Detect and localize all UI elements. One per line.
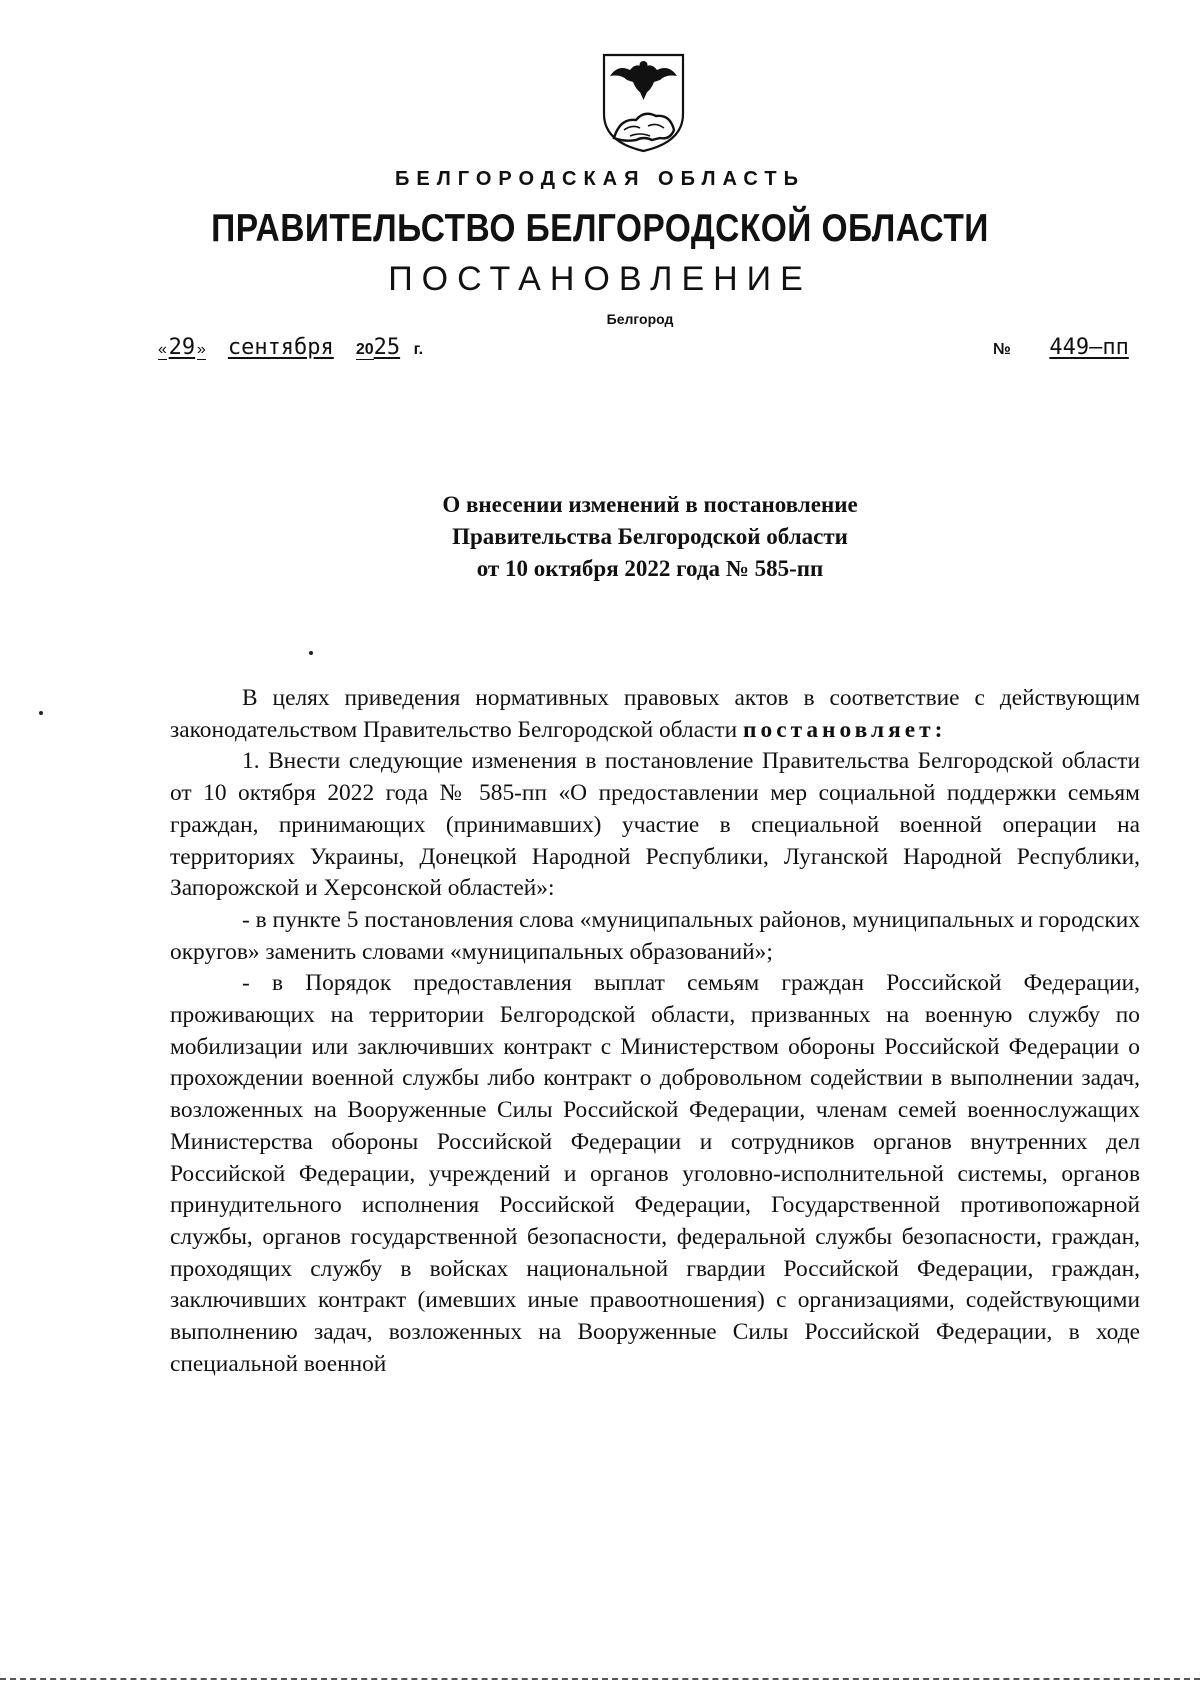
document-type: ПОСТАНОВЛЕНИЕ xyxy=(388,260,812,298)
intro-text: В целях приведения нормативных правовых актов в соответствие с действующим законодательством Правительство Белгородской области xyxy=(170,685,1140,743)
bullet-1: - в пункте 5 постановления слова «муниципальных районов, муниципальных и городских округов» заменить словами «муниципальных образований»; xyxy=(170,906,1140,965)
scan-speck xyxy=(39,711,43,715)
intro-paragraph xyxy=(170,683,1140,746)
region-name: БЕЛГОРОДСКАЯ ОБЛАСТЬ xyxy=(395,168,805,190)
title-line-3: от 10 октября 2022 года № 585-пп xyxy=(476,556,824,581)
date-year-suffix: 25 xyxy=(373,335,401,360)
date-year-prefix: 20 xyxy=(355,341,374,358)
city-name: Белгород xyxy=(606,311,674,327)
government-name: ПРАВИТЕЛЬСТВО БЕЛГОРОДСКОЙ ОБЛАСТИ xyxy=(211,207,989,250)
item-1: 1. Внести следующие изменения в постановление Правительства Белгородской области от 10 октября 2022 года № 585-пп «О предоставлении мер социальной поддержки семьям граждан, принимающих (принимавших) участие в специальной военной операции на территориях Украины, Донецкой Народной Республики, Луганской Народной Республики, Запорожской и Херсонской областей»: xyxy=(170,748,1140,902)
date-open-quote: « xyxy=(158,341,167,358)
decree-body xyxy=(170,683,1140,1380)
date-day: 29 xyxy=(168,335,196,360)
number-label: № xyxy=(993,341,1011,358)
decree-title xyxy=(0,489,1200,585)
decree-date xyxy=(158,335,423,360)
title-line-1: О внесении изменений в постановление xyxy=(442,492,858,517)
title-line-2: Правительства Белгородской области xyxy=(452,524,848,549)
date-year-mark: г. xyxy=(413,341,424,358)
bullet-2: - в Порядок предоставления выплат семьям граждан Российской Федерации, проживающих на территории Белгородской области, призванных на военную службу по мобилизации или заключивших контракт с Министерством обороны Российской Федерации о прохождении военной службы либо контракт о добровольном содействии в выполнении задач, возложенных на Вооруженные Силы Российской Федерации, членам семей военнослужащих Министерства обороны Российской Федерации и сотрудников органов внутренних дел Российской Федерации, учреждений и органов уголовно-исполнительной системы, органов принудительного исполнения Российской Федерации, Государственной противопожарной службы, органов государственной безопасности, федеральной службы безопасности, граждан, проходящих службу в войсках национальной гвардии Российской Федерации, граждан, заключивших контракт (имевших иные правоотношения) с организациями, содействующими выполнению задач, возложенных на Вооруженные Силы Российской Федерации, в ходе специальной военной xyxy=(170,970,1140,1377)
number-value: 449–пп xyxy=(1049,335,1129,360)
date-close-quote: » xyxy=(196,341,206,358)
decree-number xyxy=(993,335,1129,360)
coat-of-arms-icon xyxy=(600,52,687,154)
resolves-word: постановляет: xyxy=(743,716,947,743)
scan-speck xyxy=(309,651,313,655)
date-month: сентября xyxy=(227,335,334,360)
scan-edge-line xyxy=(0,1678,1200,1680)
